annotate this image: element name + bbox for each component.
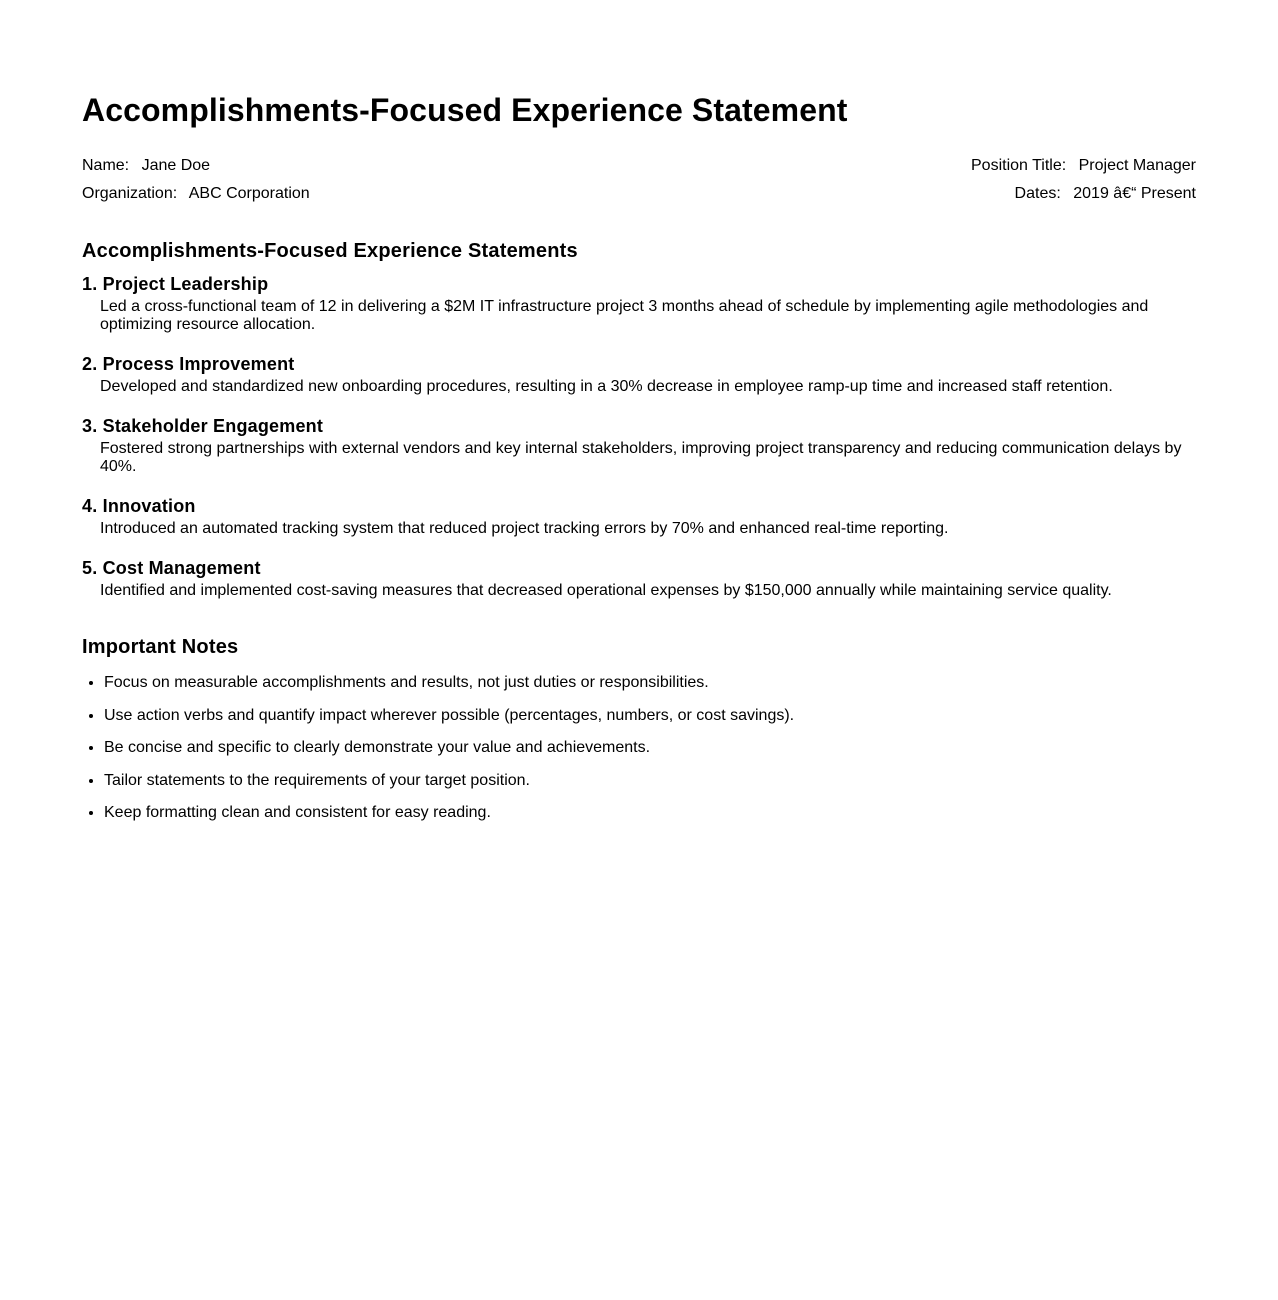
statement-body: Introduced an automated tracking system that reduced project tracking errors by 70% and enhanced real-time reporting. — [100, 520, 949, 537]
statement-body: Fostered strong partnerships with external vendors and key internal stakeholders, improving project transparency and reducing communication delays by 40%. — [100, 440, 1182, 475]
position-row — [971, 152, 1196, 180]
statement-item — [82, 494, 1196, 538]
position-value: Project Manager — [1078, 157, 1196, 174]
note-item: • Tailor statements to the requirements of your target position. — [104, 772, 1196, 790]
statement-item — [82, 556, 1196, 600]
statement-item — [82, 352, 1196, 396]
statements-list — [82, 272, 1196, 600]
notes-heading: Important Notes — [82, 636, 239, 658]
info-right-column — [971, 152, 1196, 208]
dates-row — [1015, 180, 1196, 208]
dates-value: 2019 â€“ Present — [1073, 185, 1196, 202]
statement-item — [82, 414, 1196, 476]
name-label: Name: — [82, 157, 130, 174]
note-item: • Focus on measurable accomplishments and results, not just duties or responsibilities. — [104, 674, 1196, 692]
statement-item — [82, 272, 1196, 334]
statement-body: Identified and implemented cost-saving measures that decreased operational expenses by $150,000 annually while maintaining service quality. — [100, 582, 1112, 599]
name-value: Jane Doe — [141, 157, 211, 174]
statement-title: 3. Stakeholder Engagement — [82, 416, 324, 436]
note-item: • Keep formatting clean and consistent for easy reading. — [104, 804, 1196, 822]
statement-body: Led a cross-functional team of 12 in delivering a $2M IT infrastructure project 3 months ahead of schedule by implementing agile methodologies and optimizing resource allocation. — [100, 298, 1149, 333]
info-block — [82, 152, 1196, 208]
organization-value: ABC Corporation — [188, 185, 310, 202]
statement-title: 1. Project Leadership — [82, 274, 269, 294]
position-label: Position Title: — [971, 157, 1067, 174]
statement-title: 2. Process Improvement — [82, 354, 295, 374]
note-item: • Be concise and specific to clearly demonstrate your value and achievements. — [104, 739, 1196, 757]
dates-label: Dates: — [1014, 185, 1061, 202]
organization-row — [82, 180, 310, 208]
statement-title: 4. Innovation — [82, 496, 196, 516]
statements-heading: Accomplishments-Focused Experience Statements — [82, 240, 578, 262]
info-left-column — [82, 152, 310, 208]
statement-title: 5. Cost Management — [82, 558, 261, 578]
notes-list — [82, 674, 1196, 822]
note-item: • Use action verbs and quantify impact wherever possible (percentages, numbers, or cost savings). — [104, 707, 1196, 725]
name-row — [82, 152, 310, 180]
statement-body: Developed and standardized new onboarding procedures, resulting in a 30% decrease in employee ramp-up time and increased staff retention. — [100, 378, 1113, 395]
organization-label: Organization: — [82, 185, 178, 202]
document-title: Accomplishments-Focused Experience Statement — [82, 92, 848, 128]
